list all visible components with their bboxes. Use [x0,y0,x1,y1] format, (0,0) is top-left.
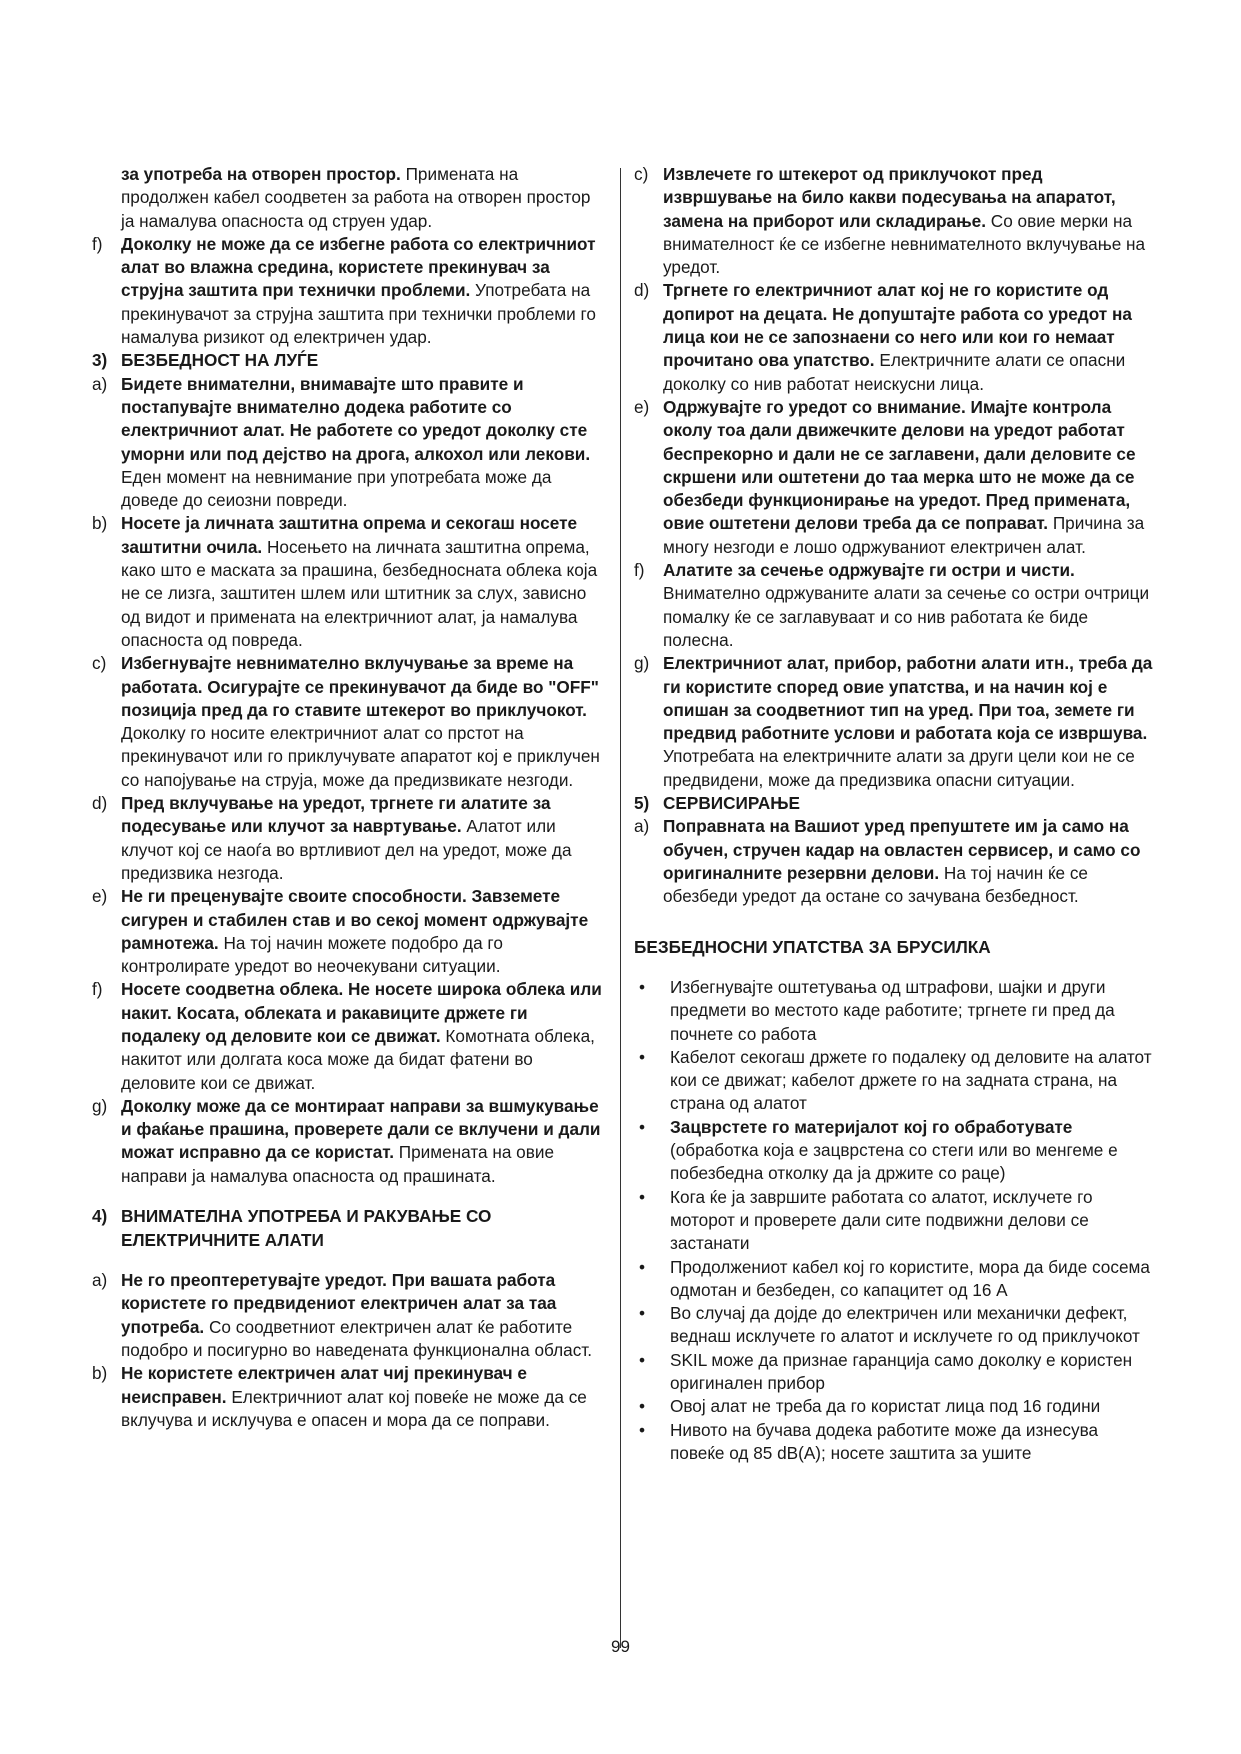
list-item [92,885,607,978]
item-label: g) [92,1095,108,1116]
item-text: На тој начин можете подобро да го контролирате уредот во неочекувани ситуации. [121,932,503,977]
item-text: Со овие мерки на внимателност ќе се избегне невнимателното вклучување на уредот. [663,210,1146,278]
item-text: Доколку го носите електричниот алат со прстот на прекинувачот или го приклучувате апаратот кој е приклучен со напојување на струја, може да предизвикате незгоди. [121,723,600,790]
bullet-item [634,976,1154,1046]
section-4-continued-list [634,163,1154,792]
bullet-item [634,1046,1154,1116]
bullet-icon: • [639,1419,646,1440]
bullet-list [634,976,1154,1465]
right-column [634,163,1154,1465]
list-item [634,396,1154,559]
bullet-icon: • [639,1256,646,1277]
page-number: 99 [611,1637,630,1656]
list-item [92,512,607,652]
bullet-icon: • [639,976,646,997]
grinder-safety-heading: БЕЗБЕДНОСНИ УПАТСТВА ЗА БРУСИЛКА [634,936,991,957]
item-bold-text: Електричниот алат, прибор, работни алати итн., треба да ги користите според овие упатства, и на начин кој е опишан за соодветниот тип на уред. При тоа, земете ги предвид работните услови и работата која се извршува. [663,653,1153,744]
list-item [92,1269,607,1362]
item-text: Електричните алати се опасни доколку со нив работат неискусни лица. [663,350,1126,394]
list-item [92,652,607,792]
list-item: f) Доколку не може да се избегне работа со електричниот алат во влажна средина, користете прекинувач за струјна заштита при технички проблеми. Употребата на прекинувачот за струјна заштита при технички проблеми го намалува ризикот од електричен удар. [92,233,596,348]
item-text: Носењето на личната заштитна опрема, како што е маската за прашина, безбедносната облека која не се лизга, заштитен шлем или штитник за слух, зависно од видот и примената на електричниот алат, ја намалува опасноста од повреда. [121,536,598,650]
bullet-icon: • [639,1186,646,1207]
bullet-item [634,1256,1154,1303]
item-label: f) [92,979,103,1000]
list-item [634,279,1154,395]
item-label: e) [92,886,108,907]
bullet-text: Продолжениот кабел кој го користите, мора да биде сосема одмотан и безбеден, со капацитет од 16 A [670,1256,1150,1300]
section-3-list [92,373,607,1188]
bullet-text: Кабелот секогаш држете го подалеку од деловите на алатот кои се движат; кабелот држете го на задната страна, на страна од алатот [670,1046,1152,1114]
section-5-list [634,815,1154,908]
item-bold-text: Тргнете го електричниот алат кој не го користите од допирот на децата. Не допуштајте работа со уредот на лица кои не се запознаени со него или кои го немаат прочитано ова упатство. [663,280,1132,371]
item-label: a) [92,373,108,394]
item-label: a) [634,816,650,837]
item-bold-text: Доколку може да се монтираат направи за вшмукување и фаќање прашина, проверете дали се вклучени и дали можат исправно да се користат. [121,1095,601,1163]
bullet-item [634,1116,1154,1186]
bullet-item [634,1302,1154,1349]
list-item [634,652,1154,792]
list-item [634,815,1154,908]
bullet-text: Во случај да дојде до електричен или механички дефект, веднаш исклучете го алатот и исклучете го од приклучокот [670,1303,1140,1347]
list-item [92,978,607,1094]
item-label: d) [634,280,650,301]
item-label: a) [92,1270,108,1291]
item-text: Причина за многу незгоди е лошо одржуваниот електричен алат. [663,513,1145,557]
item-bold-text: Избегнувајте невнимателно вклучување за време на работата. Осигурајте се прекинувачот да биде во "OFF" позиција пред да го ставите штекерот во приклучокот. [121,653,599,720]
bullet-icon: • [639,1046,646,1067]
item-label: f) [634,560,645,581]
item-bold-text: Одржувајте го уредот со внимание. Имајте контрола околу тоа дали движечките делови на уредот работат беспрекорно и дали не се заглавени, дали деловите се скршени или оштетени до таа мерка што не може да се обезбеди функционирање на уредот. Пред примената, овие оштетени делови треба да се поправат. [663,396,1136,534]
item-label: b) [92,513,108,534]
bullet-text: (обработка која е зацврстена со стеги или во менгеме е побезбедна отколку да ја држите со раце) [670,1140,1118,1184]
item-text: Еден момент на невнимание при употребата може да доведе до сеиозни повреди. [121,466,552,511]
bullet-item [634,1349,1154,1396]
item-text: Со соодветниот електричен алат ќе работите подобро и посигурно во наведената функционална област. [121,1316,593,1360]
bullet-item [634,1186,1154,1256]
item-text: Употребата на електричните алати за други цели кои не се предвидени, може да предизвика опасни ситуации. [663,746,1135,790]
list-item [92,1362,607,1432]
bullet-bold-text: Зацврстете го материјалот кој го обработувате [670,1116,1073,1137]
item-text: Внимателно одржуваните алати за сечење со остри очтрици помалку ќе се заглавуваат и со нив работата ќе биде полесна. [663,583,1150,650]
item-text: Алатот или клучот кој се наоѓа во вртливиот дел на уредот, може да предизвика незгода. [121,816,572,883]
left-column [92,163,607,1432]
bullet-text: Кога ќе ја завршите работата со алатот, исклучете го моторот и проверете дали сите подвижни делови се застанати [670,1186,1093,1254]
item-bold-text: Не ги преценувајте своите способности. Завземете сигурен и стабилен став и во секој момент одржувајте рамнотежа. [121,886,589,953]
item-label: g) [634,653,650,674]
item-bold-text: Алатите за сечење одржувајте ги остри и чисти. [663,560,1075,581]
item-bold-text: Не користете електричен алат чиј прекинувач е неисправен. [121,1363,527,1407]
item-bold-text: Пред вклучување на уредот, тргнете ги алатите за подесување или клучот за навртување. [121,793,551,837]
item-text: Електричниот алат кој повеќе не може да се вклучува и исклучува е опасен и мора да се поправи. [121,1386,587,1430]
bullet-text: SKIL може да признае гаранција само доколку е користен оригинален прибор [670,1349,1133,1394]
list-item [92,1095,607,1188]
item-label: c) [92,653,107,674]
bullet-icon: • [639,1396,646,1417]
section-4-list [92,1269,607,1432]
column-divider [620,168,621,1648]
item-text: Примената на овие направи ја намалува опасноста од прашината. [121,1142,555,1186]
continued-paragraph: за употреба на отворен простор. Примената на продолжен кабел соодветен за работа на отворен простор ја намалува опасноста од струен удар. [121,164,591,231]
item-bold-text: Не го преоптеретувајте уредот. При вашата работа користете го предвидениот електричен алат за таа употреба. [121,1270,557,1337]
bullet-text: Избегнувајте оштетувања од штрафови, шајки и други предмети во местото каде работите; тргнете ги пред да почнете со работа [670,976,1115,1044]
item-label: e) [634,396,650,417]
list-item [92,792,607,885]
bullet-text: Овој алат не треба да го користат лица под 16 години [670,1396,1101,1417]
item-label: d) [92,793,108,814]
item-bold-text: Носете ја личната заштитна опрема и секогаш носете заштитни очила. [121,513,578,557]
item-text: Комотната облека, накитот или долгата коса може да бидат фатени во деловите кои се движат. [121,1025,595,1093]
section-heading-3: 3) БЕЗБЕДНОСТ НА ЛУЃЕ [92,350,319,371]
item-text: На тој начин ќе се обезбеди уредот да остане со зачувана безбедност. [663,862,1088,907]
item-label: b) [92,1363,108,1384]
item-bold-text: Носете соодветна облека. Не носете широка облека или накит. Косата, облеката и ракавиците држете ги подалеку од деловите кои се движат. [121,979,602,1046]
section-heading-4: 4) ВНИМАТЕЛНА УПОТРЕБА И РАКУВАЊЕ СО ЕЛЕКТРИЧНИТЕ АЛАТИ [92,1206,492,1250]
item-label: c) [634,164,649,184]
item-bold-text: Бидете внимателни, внимавајте што правите и постапувајте внимателно додека работите со електричниот алат. Не работете со уредот доколку сте уморни или под дејство на дрога, алкохол или лекови. [121,373,591,464]
bullet-icon: • [639,1116,646,1137]
bullet-icon: • [639,1349,646,1370]
section-heading-5: 5) СЕРВИСИРАЊЕ [634,793,800,814]
list-item [634,559,1154,652]
list-item [92,373,607,513]
bullet-item [634,1419,1154,1466]
bullet-icon: • [639,1303,646,1324]
list-item [634,163,1154,279]
bullet-text: Нивото на бучава додека работите може да изнесува повеќе од 85 dB(A); носете заштита за ушите [670,1419,1099,1463]
item-bold-text: Извлечете го штекерот од приклучокот пред извршување на било какви подесувања на апаратот, замена на приборот или складирање. [663,164,1116,231]
item-bold-text: Поправната на Вашиот уред препуштете им ја само на обучен, стручен кадар на овластен сервисер, и само со оригиналните резервни делови. [663,816,1141,883]
bullet-item [634,1395,1154,1418]
